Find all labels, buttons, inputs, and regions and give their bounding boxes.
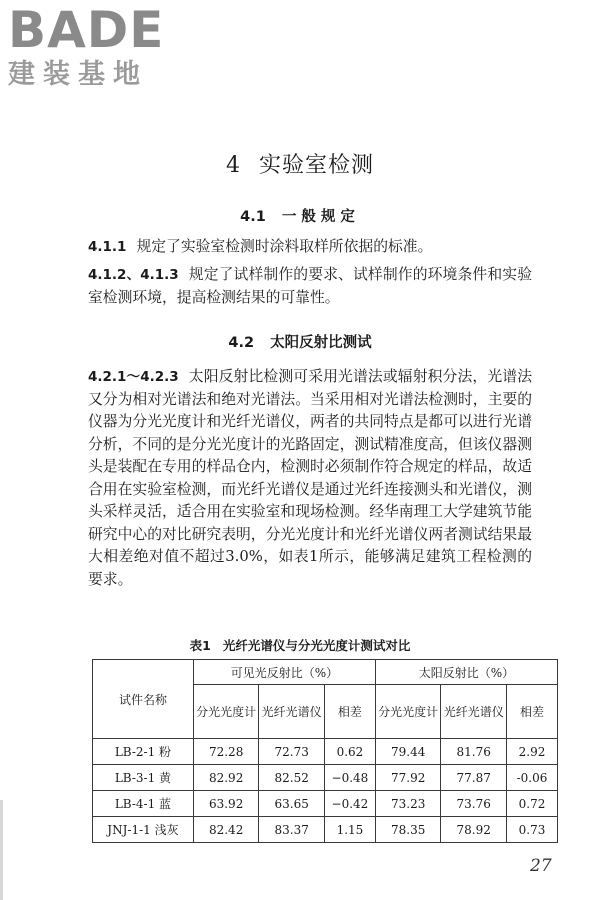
clause-number: 4.1.2、4.1.3 <box>88 267 179 283</box>
comparison-table <box>92 659 558 843</box>
cell-visible-fiber: 82.52 <box>259 765 325 791</box>
cell-name: JNJ-1-1 浅灰 <box>93 817 194 843</box>
cell-visible-fiber: 83.37 <box>259 817 325 843</box>
cell-solar-difference: 0.72 <box>506 791 557 817</box>
clause-text: 太阳反射比检测可采用光谱法或辐射积分法，光谱法又分为相对光谱法和绝对光谱法。当采用相对光谱法检测时，主要的仪器为分光光度计和光纤光谱仪，两者的共同特点是都可以进行光谱分析，不同的是分光光度计的光路固定，测试精准度高，但该仪器测头是装配在专用的样品仓内，检测时必须制作符合规定的样品，故适合用在实验室检测，而光纤光谱仪是通过光纤连接测头和光谱仪，测头采样灵活，适合用在实验室和现场检测。经华南理工大学建筑节能研究中心的对比研究表明，分光光度计和光纤光谱仪两者测试结果最大相差绝对值不超过3.0%，如表1所示，能够满足建筑工程检测的要求。 <box>88 368 532 588</box>
cell-solar-difference: -0.06 <box>506 765 557 791</box>
cell-solar-fiber: 81.76 <box>441 739 507 765</box>
section-number: 4.2 <box>228 335 255 351</box>
table-number: 表1 <box>189 638 211 653</box>
clause-text: 规定了实验室检测时涂料取样所依据的标准。 <box>136 238 433 255</box>
cell-visible-spectrophotometer: 63.92 <box>193 791 259 817</box>
header-visible-reflectance: 可见光反射比（%） <box>193 660 375 685</box>
cell-visible-spectrophotometer: 82.42 <box>193 817 259 843</box>
header-solar-reflectance: 太阳反射比（%） <box>375 660 557 685</box>
cell-solar-fiber: 73.76 <box>441 791 507 817</box>
table-row <box>93 739 558 765</box>
section-heading-4-1 <box>0 205 600 226</box>
chapter-title <box>0 148 600 179</box>
cell-solar-spectrophotometer: 73.23 <box>375 791 441 817</box>
clause-number: 4.2.1～4.2.3 <box>88 369 179 385</box>
cell-visible-difference: 0.62 <box>324 739 375 765</box>
logo <box>8 1 178 92</box>
cell-visible-spectrophotometer: 82.92 <box>193 765 259 791</box>
cell-solar-difference: 0.73 <box>506 817 557 843</box>
chapter-number: 4 <box>225 153 241 178</box>
cell-name: LB-2-1 粉 <box>93 739 194 765</box>
clause-number: 4.1.1 <box>88 239 127 255</box>
header-fiber-spectrometer: 光纤光谱仪 <box>441 685 507 739</box>
cell-visible-fiber: 72.73 <box>259 739 325 765</box>
paragraph-4-1-1 <box>88 236 532 259</box>
cell-visible-difference: −0.48 <box>324 765 375 791</box>
logo-brand: BADE <box>8 1 165 59</box>
table-title: 光纤光谱仪与分光光度计测试对比 <box>222 638 411 653</box>
header-spectrophotometer: 分光光度计 <box>193 685 259 739</box>
cell-name: LB-4-1 蓝 <box>93 791 194 817</box>
section-heading-4-2 <box>0 331 600 352</box>
chapter-title-text: 实验室检测 <box>258 153 374 178</box>
paragraph-4-2-1 <box>88 366 532 591</box>
cell-visible-spectrophotometer: 72.28 <box>193 739 259 765</box>
header-difference: 相差 <box>506 685 557 739</box>
cell-solar-fiber: 78.92 <box>441 817 507 843</box>
cell-visible-difference: −0.42 <box>324 791 375 817</box>
header-difference: 相差 <box>324 685 375 739</box>
cell-name: LB-3-1 黄 <box>93 765 194 791</box>
logo-subtitle: 建装基地 <box>8 59 148 90</box>
section-number: 4.1 <box>240 209 266 225</box>
cell-solar-difference: 2.92 <box>506 739 557 765</box>
cell-visible-fiber: 63.65 <box>259 791 325 817</box>
scan-edge <box>0 800 3 900</box>
cell-visible-difference: 1.15 <box>324 817 375 843</box>
table-row <box>93 791 558 817</box>
header-fiber-spectrometer: 光纤光谱仪 <box>259 685 325 739</box>
cell-solar-spectrophotometer: 77.92 <box>375 765 441 791</box>
clause-text: 规定了试样制作的要求、试样制作的环境条件和实验室检测环境，提高检测结果的可靠性。 <box>88 266 532 306</box>
cell-solar-spectrophotometer: 78.35 <box>375 817 441 843</box>
table-row <box>93 765 558 791</box>
header-sample-name: 试件名称 <box>93 660 194 739</box>
table-caption <box>0 636 600 654</box>
cell-solar-fiber: 77.87 <box>441 765 507 791</box>
header-spectrophotometer: 分光光度计 <box>375 685 441 739</box>
paragraph-4-1-2 <box>88 264 532 309</box>
section-title: 太阳反射比测试 <box>270 335 372 351</box>
page-number: 27 <box>530 856 552 876</box>
cell-solar-spectrophotometer: 79.44 <box>375 739 441 765</box>
table-row <box>93 817 558 843</box>
section-title: 一般规定 <box>281 209 360 225</box>
